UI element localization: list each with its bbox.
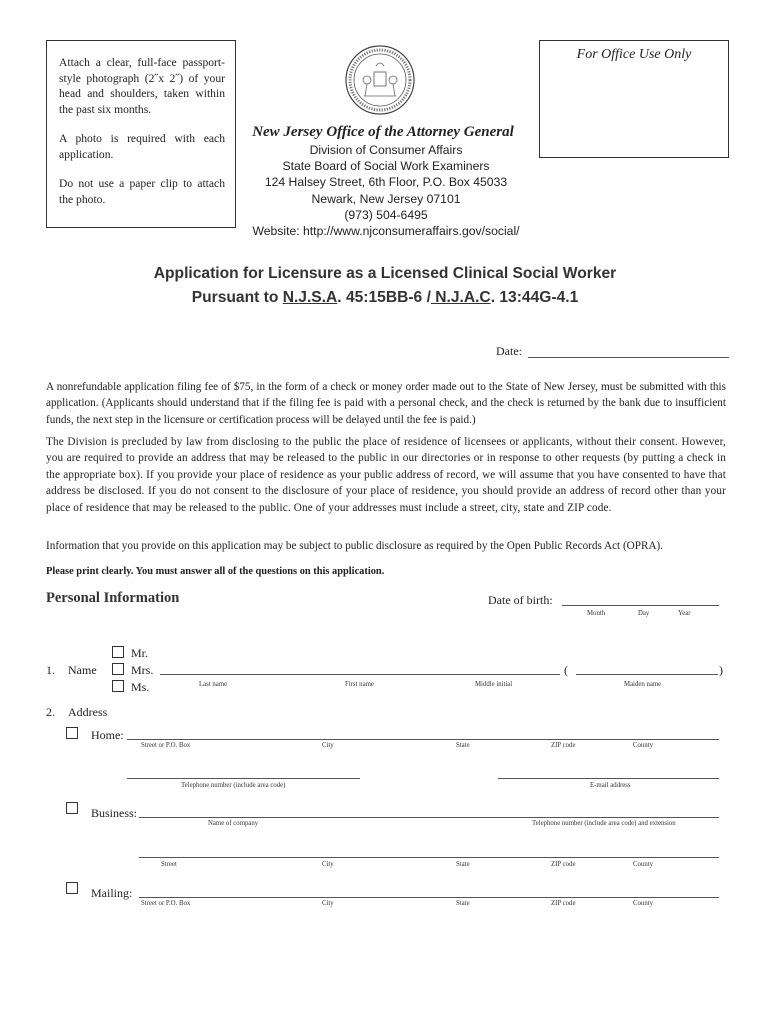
- statute-njsa: N.J.S.A: [282, 289, 338, 306]
- agency-address-line2: Newark, New Jersey 07101: [311, 191, 461, 206]
- business-street-label: Street: [161, 861, 177, 868]
- privacy-paragraph: The Division is precluded by law from disclosing to the public the place of residence of licensees or applicants, without their consent. However, you are required to provide an address that may be released to the public in our directories or in response to other requests (by putting a check in the appropriate box). If you provide your place of residence as your public address of record, we will assume that you have consented to have that address be disclosed. If you do not consent to the disclosure of your place of residence, you should provide an address of record other than your place of residence that may be released to the public. One of your addresses must include a street, city, state and ZIP code.: [46, 436, 726, 514]
- agency-header: [236, 122, 536, 239]
- business-telephone-label: Telephone number (include area code) and extension: [532, 820, 676, 827]
- maiden-paren-close: ): [719, 663, 723, 677]
- mailing-street-label: Street or P.O. Box: [141, 900, 191, 907]
- statute-njac: N.J.A.C: [430, 289, 491, 306]
- title-prefix: Pursuant to: [191, 289, 283, 306]
- address-number: 2.: [46, 705, 55, 719]
- mailing-label: Mailing:: [91, 886, 133, 900]
- photo-instructions-box: [46, 40, 236, 228]
- maiden-name-field[interactable]: [576, 674, 718, 675]
- mailing-state-label: State: [456, 900, 470, 907]
- title-line-2: [0, 286, 770, 310]
- photo-instruction-2: A photo is required with each application.: [59, 132, 225, 161]
- company-name-label: Name of company: [208, 820, 259, 827]
- business-city-label: City: [322, 861, 334, 868]
- title-mrs-checkbox[interactable]: [112, 663, 124, 675]
- state-seal-icon: [344, 44, 416, 116]
- home-address-checkbox[interactable]: [66, 727, 78, 739]
- photo-instruction-1: Attach a clear, full-face passport-style photograph (2˝x 2˝) of your head and shoulders, taken within the past six months.: [59, 56, 225, 116]
- application-title: [0, 262, 770, 310]
- opra-paragraph: Information that you provide on this application may be subject to public disclosure as required by the Open Public Records Act (OPRA).: [46, 540, 664, 552]
- middle-initial-label: Middle initial: [475, 681, 513, 688]
- office-use-label: For Office Use Only: [576, 47, 692, 62]
- business-label: Business:: [91, 806, 138, 820]
- full-name-field[interactable]: [160, 674, 560, 675]
- business-street-field[interactable]: [139, 857, 719, 858]
- office-use-box: [539, 40, 729, 158]
- email-label: E-mail address: [590, 782, 631, 789]
- telephone-label: Telephone number (include area code): [181, 782, 286, 789]
- address-label: Address: [68, 705, 108, 719]
- business-zip-label: ZIP code: [551, 861, 576, 868]
- agency-title: New Jersey Office of the Attorney General: [252, 124, 514, 140]
- mailing-city-label: City: [322, 900, 334, 907]
- first-name-label: First name: [345, 681, 374, 688]
- mailing-zip-label: ZIP code: [551, 900, 576, 907]
- business-address-checkbox[interactable]: [66, 802, 78, 814]
- dob-day-label: Day: [638, 610, 650, 617]
- agency-board: State Board of Social Work Examiners: [282, 159, 490, 174]
- home-city-label: City: [322, 742, 334, 749]
- dob-field[interactable]: [562, 605, 719, 606]
- personal-info-heading: Personal Information: [46, 590, 180, 606]
- photo-instruction-3: Do not use a paper clip to attach the photo.: [59, 177, 225, 206]
- print-clearly-note: Please print clearly. You must answer all of the questions on this application.: [46, 566, 385, 577]
- business-county-label: County: [633, 861, 654, 868]
- title-line-1: Application for Licensure as a Licensed Clinical Social Worker: [153, 265, 617, 282]
- home-state-label: State: [456, 742, 470, 749]
- title-mr-label: Mr.: [131, 646, 149, 660]
- title-ms-label: Ms.: [131, 680, 150, 694]
- agency-website: Website: http://www.njconsumeraffairs.gov/social/: [252, 224, 520, 239]
- mailing-address-field[interactable]: [139, 897, 719, 898]
- email-field[interactable]: [498, 778, 719, 779]
- name-number: 1.: [46, 663, 55, 677]
- last-name-label: Last name: [199, 681, 228, 688]
- home-label: Home:: [91, 728, 124, 742]
- agency-division: Division of Consumer Affairs: [309, 143, 463, 157]
- statute-njsa-section: . 45:15BB-6 /: [337, 289, 431, 306]
- statute-njac-section: . 13:44G-4.1: [490, 289, 579, 306]
- telephone-field[interactable]: [127, 778, 360, 779]
- dob-year-label: Year: [678, 610, 691, 617]
- name-label: Name: [68, 663, 97, 677]
- home-address-field[interactable]: [127, 739, 719, 740]
- title-mr-checkbox[interactable]: [112, 646, 124, 658]
- home-street-label: Street or P.O. Box: [141, 742, 191, 749]
- agency-address-line1: 124 Halsey Street, 6th Floor, P.O. Box 45033: [264, 175, 508, 190]
- agency-phone: (973) 504-6495: [344, 207, 428, 222]
- dob-month-label: Month: [587, 610, 606, 617]
- mailing-county-label: County: [633, 900, 654, 907]
- home-county-label: County: [633, 742, 654, 749]
- maiden-name-label: Maiden name: [624, 681, 662, 688]
- date-label: Date:: [496, 344, 522, 358]
- dob-label: Date of birth:: [488, 593, 553, 607]
- maiden-paren-open: (: [564, 663, 568, 677]
- business-state-label: State: [456, 861, 470, 868]
- title-mrs-label: Mrs.: [131, 663, 154, 677]
- date-field[interactable]: [528, 357, 729, 358]
- business-company-field[interactable]: [139, 817, 719, 818]
- home-zip-label: ZIP code: [551, 742, 576, 749]
- title-ms-checkbox[interactable]: [112, 680, 124, 692]
- fee-paragraph: A nonrefundable application filing fee of $75, in the form of a check or money order made out to the State of New Jersey, must be submitted with this application. (Applicants should understand that if the filing fee is paid with a personal check, and the check is returned by the bank due to insufficient funds, the next step in the licensure or certification process will be delayed until the fee is paid.): [46, 381, 726, 426]
- mailing-address-checkbox[interactable]: [66, 882, 78, 894]
